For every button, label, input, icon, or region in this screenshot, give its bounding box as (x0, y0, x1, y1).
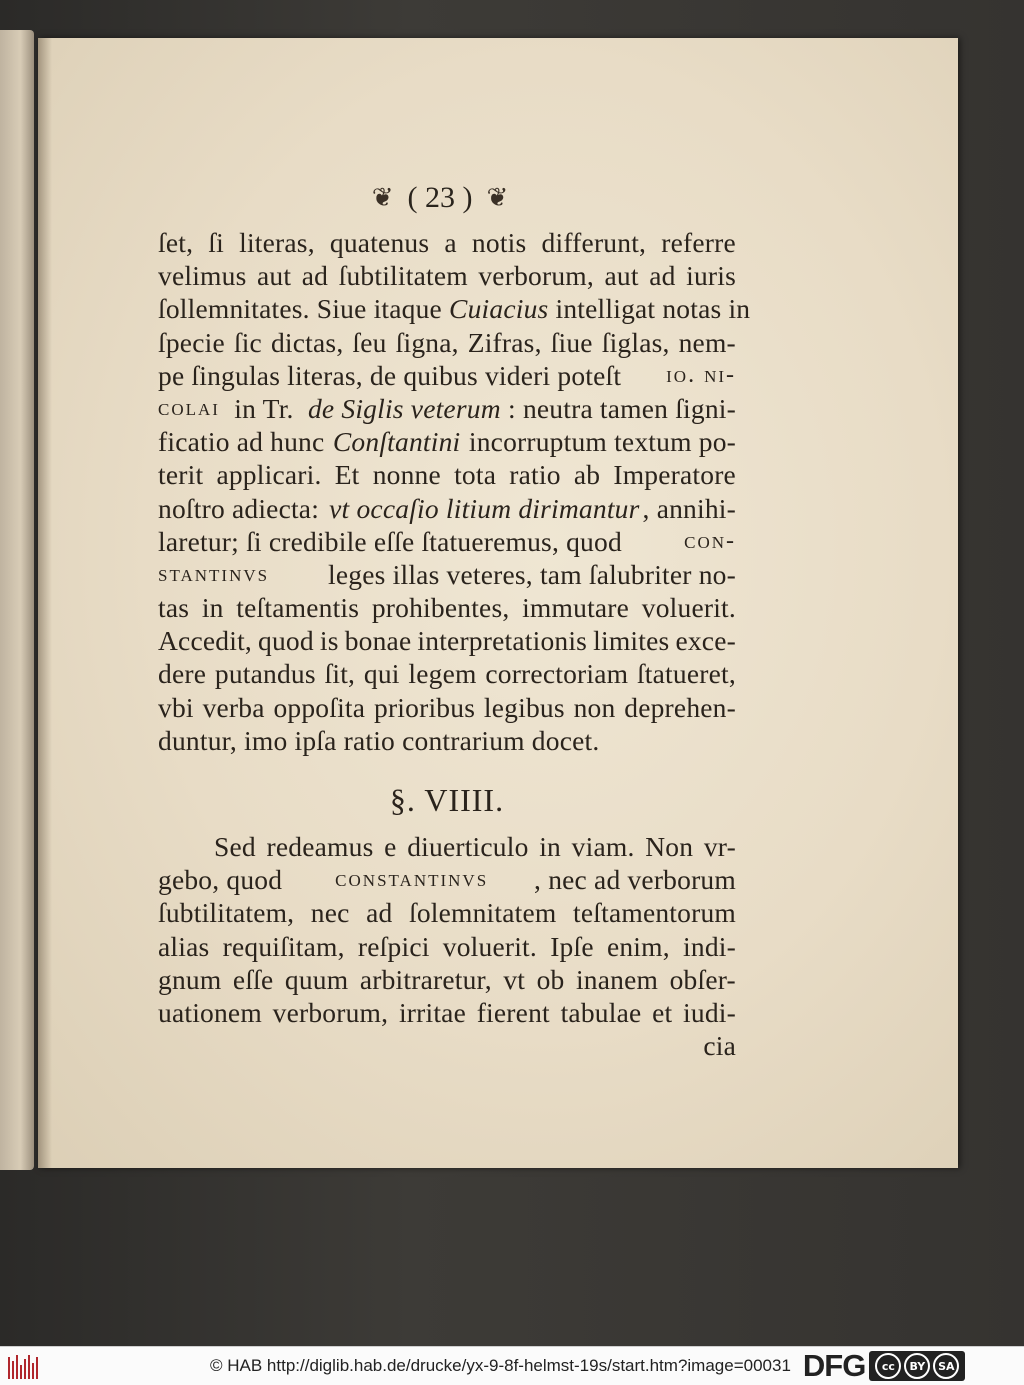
word: ſit, (324, 658, 356, 690)
word: legibus (483, 691, 565, 723)
word: et (652, 996, 673, 1028)
text-line (158, 259, 736, 292)
word: ratio (509, 459, 561, 491)
text-segment: laretur; ſi credibile eſſe ſtatueremus, quod (158, 525, 629, 557)
text-line (158, 691, 736, 724)
word: literas, (239, 227, 315, 258)
word: ſolemnitatem (408, 897, 557, 929)
word: ſic (233, 326, 262, 358)
text-segment: con- (684, 527, 736, 554)
text-segment: pe ſingulas literas, de quibus videri poteſt (158, 359, 629, 391)
word: ſiue (550, 326, 593, 358)
word: iudi- (683, 996, 736, 1028)
word: aut (604, 260, 639, 292)
text-segment: ſollemnitates. Siue itaque (158, 293, 450, 325)
text-segment: , nec ad verborum (534, 864, 736, 896)
word: Et (334, 459, 360, 491)
word: ſpecie (158, 326, 225, 358)
word: differunt, (541, 227, 647, 258)
text-line (158, 624, 736, 657)
word: e (384, 831, 397, 862)
text-line (158, 996, 736, 1029)
word: bonae (344, 625, 412, 657)
word: voluerit. (641, 592, 736, 624)
text-segment: constantinvs (335, 866, 489, 893)
sa-icon: SA (933, 1353, 959, 1379)
text-line (158, 963, 736, 996)
cc-icon: cc (875, 1353, 901, 1379)
text-line (158, 657, 736, 690)
word: inanem (575, 963, 659, 995)
text-segment: : neutra tamen ſigni- (508, 392, 736, 424)
text-segment: incorruptum textum po- (461, 426, 736, 458)
text-segment: Conſtantini (332, 426, 461, 458)
word: quatenus (329, 227, 430, 258)
text-line (158, 525, 736, 558)
page-header (330, 178, 550, 218)
by-icon: BY (904, 1353, 930, 1379)
word: prohibentes, (371, 592, 510, 624)
right-ornament-icon: ❦ (486, 183, 509, 212)
word: notis (471, 227, 527, 258)
word: tas (158, 592, 190, 624)
word: correctoriam (485, 658, 629, 690)
word: terit (158, 459, 204, 491)
text-segment: , annihi- (642, 492, 736, 524)
word: ad (649, 260, 676, 292)
word: ſet, (158, 227, 194, 258)
word: Zifras, (467, 326, 542, 358)
text-segment: gebo, quod (158, 864, 290, 896)
word: reſpici (357, 930, 430, 962)
word: eſſe (232, 963, 274, 995)
word: interpretationis (417, 625, 588, 657)
word: fierent (476, 996, 550, 1028)
text-segment: noſtro adiecta: (158, 492, 327, 524)
word: a (444, 227, 457, 258)
text-segment: duntur, imo ipſa ratio contrarium docet. (158, 724, 600, 756)
word: ad (301, 260, 329, 292)
word: ſubtilitatem (338, 260, 468, 292)
text-line (158, 591, 736, 624)
text-segment: stantinvs (158, 560, 270, 587)
word: tabulae (560, 996, 642, 1028)
word: alias (158, 930, 210, 962)
word: vbi (158, 691, 194, 723)
word: ſi (208, 227, 224, 258)
word: requiſitam, (222, 930, 345, 962)
word: aut (257, 260, 292, 292)
word: ob (536, 963, 565, 995)
word: indi- (683, 930, 736, 962)
word: qui (363, 658, 400, 690)
word: gnum (158, 963, 222, 995)
word: referre (661, 227, 736, 258)
left-ornament-icon: ❦ (371, 183, 394, 212)
word: in (201, 592, 224, 624)
word: Accedit, (158, 625, 252, 657)
gutter-shadow (38, 38, 52, 1168)
text-segment: leges illas veteres, tam ſalubriter no- (320, 558, 736, 590)
text-line (158, 458, 736, 491)
text-line (158, 930, 736, 963)
dfg-logo: DFG (802, 1348, 866, 1383)
word: dictas, (270, 326, 344, 358)
word: uationem (158, 996, 262, 1028)
word: quod (258, 625, 314, 657)
word: vt (503, 963, 526, 995)
text-line (158, 392, 736, 425)
word: viam. (571, 831, 635, 862)
word: nonne (372, 459, 441, 491)
word: Ipſe (550, 930, 594, 962)
previous-page-edge (0, 30, 34, 1170)
word: nec (310, 897, 350, 929)
word: verborum, (478, 260, 594, 292)
text-segment: ficatio ad hunc (158, 426, 332, 458)
word: vr- (703, 831, 736, 862)
text-line (158, 863, 736, 896)
cc-license-badge[interactable] (869, 1351, 965, 1381)
page-number: ( 23 ) (407, 181, 473, 214)
word: in (539, 831, 561, 862)
text-segment: vt occaſio litium dirimantur (329, 492, 640, 524)
word: deprehen- (624, 691, 736, 723)
section-title: §. VIIII. (389, 782, 505, 818)
word: non (573, 691, 616, 723)
catchword: cia (703, 1030, 736, 1062)
text-line (158, 830, 736, 863)
text-line (158, 359, 736, 392)
word: Imperatore (613, 459, 736, 491)
word: Sed (214, 831, 256, 862)
text-segment: in Tr. (227, 392, 301, 424)
word: Non (645, 831, 694, 862)
body-text-2 (158, 830, 736, 1062)
text-line (158, 425, 736, 458)
text-segment: io. ni- (666, 361, 736, 388)
text-line (158, 326, 736, 359)
footer-bar (0, 1346, 1024, 1385)
word: diuerticulo (407, 831, 529, 862)
word: iuris (686, 260, 736, 292)
word: immutare (522, 592, 630, 624)
word: obſer- (669, 963, 736, 995)
word: applicari. (216, 459, 322, 491)
text-segment: intelligat notas in (548, 293, 751, 325)
word: limites (593, 625, 670, 657)
word: putandus (214, 658, 316, 690)
text-line (158, 896, 736, 929)
word: tota (454, 459, 497, 491)
word: ſtatueret, (636, 658, 736, 690)
word: arbitraretur, (359, 963, 492, 995)
word: velimus (158, 260, 247, 292)
text-line (158, 558, 736, 591)
word: ſubtilitatem, (158, 897, 295, 929)
word: legem (408, 658, 477, 690)
word: is (319, 625, 339, 657)
text-segment: de Siglis veterum (307, 392, 501, 424)
word: irritae (398, 996, 466, 1028)
text-segment: Cuiacius (449, 293, 549, 325)
credit-link[interactable]: © HAB http://diglib.hab.de/drucke/yx-9-8f-helmst-19s/start.htm?image=00031 (210, 1356, 791, 1375)
word: voluerit. (442, 930, 537, 962)
word: enim, (606, 930, 670, 962)
word: ſigna, (395, 326, 459, 358)
text-line (158, 492, 736, 525)
word: ſeu (352, 326, 387, 358)
word: nem- (678, 326, 736, 358)
word: verborum, (272, 996, 389, 1028)
text-segment: colai (158, 394, 220, 421)
word: dere (158, 658, 207, 690)
text-line (158, 724, 736, 757)
word: quum (284, 963, 349, 995)
word: exce- (675, 625, 736, 657)
word: prioribus (374, 691, 476, 723)
text-line (158, 292, 751, 325)
word: ab (573, 459, 601, 491)
hab-logo-icon (8, 1353, 42, 1379)
text-line (158, 226, 736, 259)
word: ſiglas, (601, 326, 670, 358)
word: verba (202, 691, 265, 723)
word: redeamus (266, 831, 374, 862)
body-text (158, 226, 751, 757)
word: teſtamentis (236, 592, 360, 624)
word: oppoſita (273, 691, 366, 723)
word: teſtamentorum (573, 897, 736, 929)
word: ad (366, 897, 393, 929)
